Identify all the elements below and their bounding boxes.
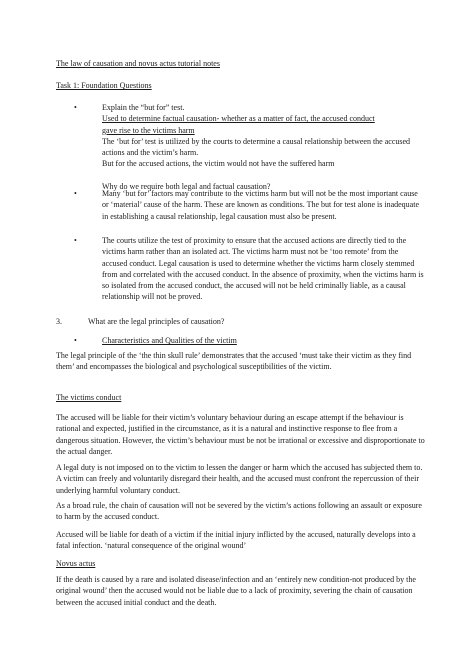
bullet-3-text: The courts utilize the test of proximity to ensure that the accused actions are directly tied to the victims harm rather than an isolated act. The victims harm must not be ‘too remote’ from the accused conduct. Legal causation is used to determine whether the victims harm closely stemmed from and correlated with the accused conduct. In the absence of proximity, when the victims harm is so isolated from the accused conduct, the accused will not be held criminally liable, as a causal relationship will not be proved. — [102, 236, 424, 302]
victims-paragraph-4: Accused will be liable for death of a victim if the initial injury inflicted by the accused, naturally develops into a fatal infection. ‘natural consequence of the original wound’ — [56, 530, 416, 551]
bullet-3 — [102, 235, 424, 303]
bullet-1-question: Explain the “but for” test. — [102, 103, 185, 112]
sub-bullet-text: Characteristics and Qualities of the victim — [102, 336, 237, 345]
document-title — [56, 58, 428, 69]
question-3-text: What are the legal principles of causation? — [88, 317, 225, 326]
bullet-marker-4: • — [74, 336, 77, 345]
bullet-1-paragraph-2: But for the accused actions, the victim would not have the suffered harm — [102, 159, 335, 169]
victims-conduct-heading-text: The victims conduct — [56, 393, 122, 402]
bullet-1-underlined-line-2: gave rise to the victims harm — [102, 125, 195, 135]
bullet-1 — [102, 102, 424, 192]
victims-conduct-heading — [56, 392, 428, 403]
victims-paragraph-3: As a broad rule, the chain of causation will not be severed by the victim’s actions following an assault or exposure to harm by the accused conduct. — [56, 501, 422, 522]
bullet-marker-2: • — [74, 189, 77, 198]
novus-actus-heading-text: Novus actus — [56, 559, 96, 568]
bullet-2-text: Many ‘but for’ factors may contribute to the victims harm but will not be the most important cause or ‘material’ cause of the harm. These are known as conditions. The but for test alone is inadequate in establishing a causal relationship, legal causation must also be present. — [102, 189, 420, 221]
novus-actus-paragraph: If the death is caused by a rare and isolated disease/infection and an ‘entirely new condition-not produced by the original wound’ then the accused would not be liable due to a lack of proximity, severing the chain of causation between the accused initial conduct and the death. — [56, 575, 416, 607]
task-heading-text: Task 1: Foundation Questions — [56, 81, 152, 90]
victims-paragraph-2: A legal duty is not imposed on to the victim to lessen the danger or harm which the accused has subjected them to. A victim can freely and voluntarily disregard their health, and the accused must confront the repercussion of their underlying harmful voluntary conduct. — [56, 463, 423, 495]
bullet-2 — [102, 188, 424, 222]
bullet-1-underlined-line-1: Used to determine factual causation- whether as a matter of fact, the accused conduct — [102, 114, 375, 124]
sub-bullet — [102, 335, 424, 346]
bullet-marker-1: • — [74, 103, 77, 112]
bullet-1-question-2: Why do we require both legal and factual causation? — [102, 182, 271, 192]
bullet-marker-3: • — [74, 236, 77, 245]
novus-actus-heading — [56, 558, 428, 569]
task-heading — [56, 80, 428, 91]
question-3-number: 3. — [56, 317, 62, 326]
thin-skull-paragraph: The legal principle of the ‘the thin skull rule’ demonstrates that the accused ‘must take their victim as they find them’ and encompasses the biological and psychological susceptibilities of the victim. — [56, 351, 412, 372]
bullet-1-paragraph-1: The ‘but for’ test is utilized by the courts to determine a causal relationship between the accused actions and the victim’s harm. — [102, 136, 411, 158]
document-title-text: The law of causation and novus actus tutorial notes — [56, 59, 220, 68]
victims-paragraph-1: The accused will be liable for their victim’s voluntary behaviour during an escape attempt if the behaviour is rational and expected, justified in the circumstance, as it is a natural and instinctive response to flee from a dangerous situation. However, the victim’s behaviour must be not be irrational or excessive and disproportionate to the actual danger. — [56, 413, 425, 456]
